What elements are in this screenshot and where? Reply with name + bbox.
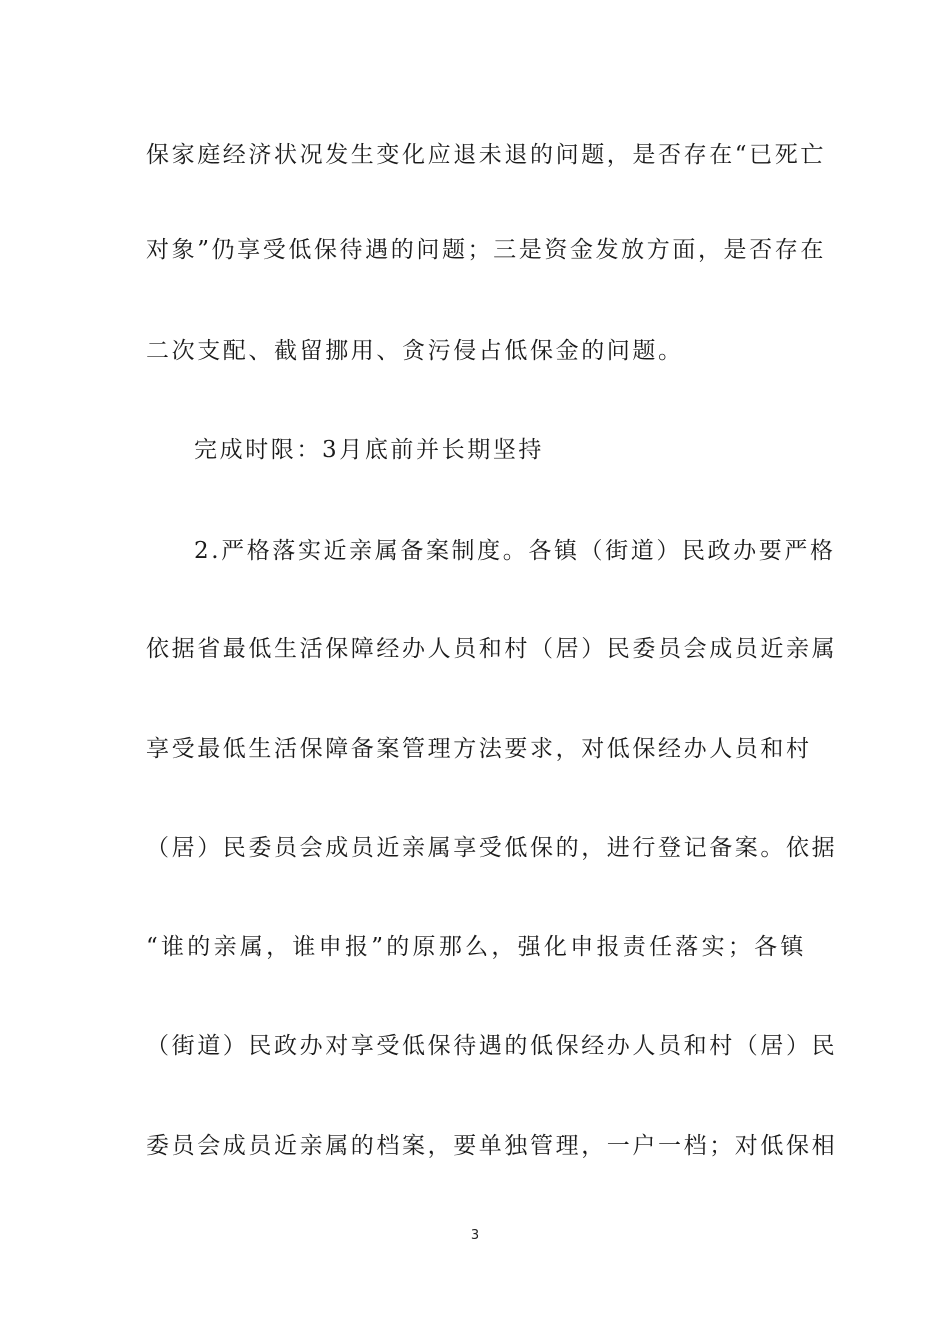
text-line-2: 对象”仍享受低保待遇的问题；三是资金发放方面，是否存在 xyxy=(146,237,826,263)
text-line-7: 享受最低生活保障备案管理方法要求，对低保经办人员和村 xyxy=(146,736,812,762)
text-line-5: 2.严格落实近亲属备案制度。各镇（街道）民政办要严格 xyxy=(194,538,836,564)
text-line-11: 委员会成员近亲属的档案，要单独管理，一户一档；对低保相 xyxy=(146,1133,838,1159)
text-line-1: 保家庭经济状况发生变化应退未退的问题，是否存在“已死亡 xyxy=(146,142,826,168)
page-number: 3 xyxy=(470,1228,480,1243)
text-line-3: 二次支配、截留挪用、贪污侵占低保金的问题。 xyxy=(146,338,684,364)
text-line-6: 依据省最低生活保障经办人员和村（居）民委员会成员近亲属 xyxy=(146,636,838,662)
text-line-8: （居）民委员会成员近亲属享受低保的，进行登记备案。依据 xyxy=(146,835,838,861)
text-line-9: “谁的亲属，谁申报”的原那么，强化申报责任落实；各镇 xyxy=(146,934,806,960)
deadline-line: 完成时限：3月底前并长期坚持 xyxy=(194,437,545,463)
text-line-10: （街道）民政办对享受低保待遇的低保经办人员和村（居）民 xyxy=(146,1033,838,1059)
